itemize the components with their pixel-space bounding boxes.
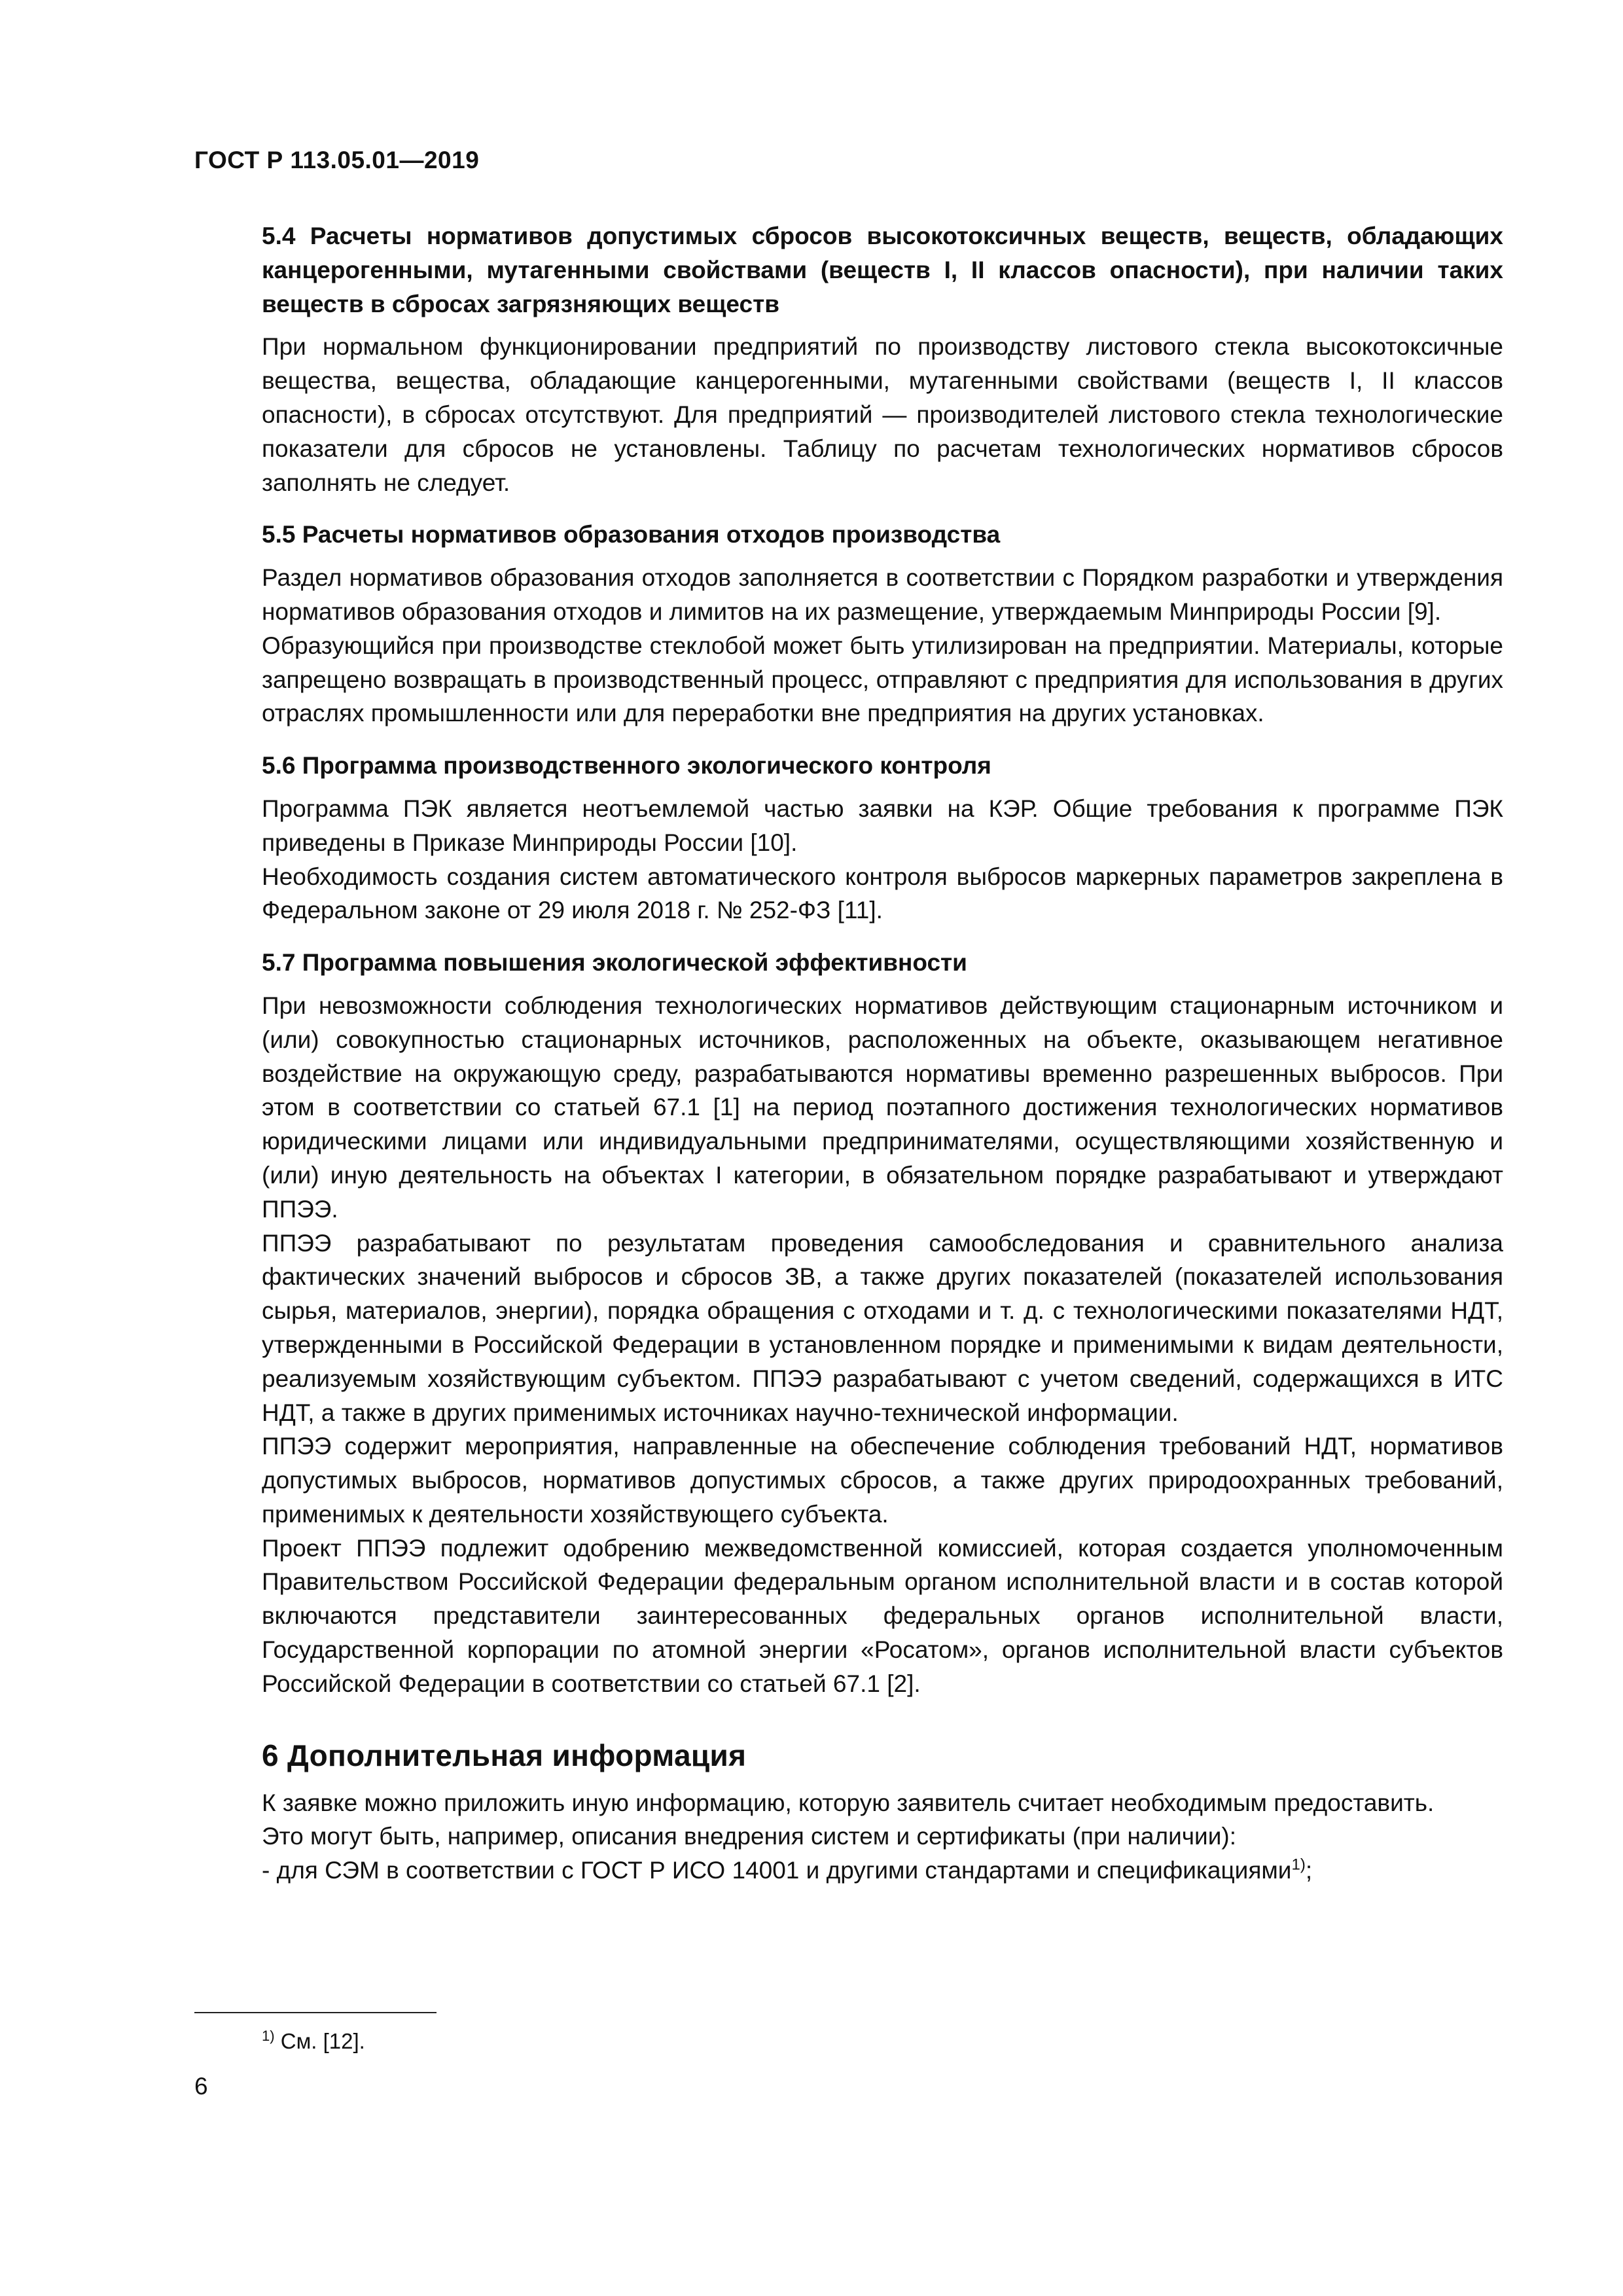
paragraph: Раздел нормативов образования отходов заполняется в соответствии с Порядком разработки и утверждения нормативов образования отходов и лимитов на их размещение, утверждаемым Минприроды России [9]. (262, 564, 1503, 625)
heading-5-5: 5.5 Расчеты нормативов образования отходов производства (262, 521, 1001, 548)
footnote (262, 2029, 365, 2054)
paragraph: Проект ППЭЭ подлежит одобрению межведомственной комиссией, которая создается уполномоченным Правительством Российской Федерации федеральным органом исполнительной власти и в состав которой включаются представители заинтересованных федеральных органов исполнительной власти, Государственной корпорации по атомной энергии «Росатом», органов исполнительной власти субъектов Российской Федерации в соответствии со статьей 67.1 [2]. (262, 1534, 1503, 1697)
heading-5-6: 5.6 Программа производственного экологического контроля (262, 752, 991, 780)
list-item-end: ; (1305, 1857, 1313, 1884)
page-content (262, 219, 1503, 1888)
heading-6: 6 Дополнительная информация (262, 1738, 747, 1772)
list-item (262, 1854, 1503, 1888)
paragraph: Это могут быть, например, описания внедрения систем и сертификаты (при наличии): (262, 1823, 1236, 1850)
heading-5-7: 5.7 Программа повышения экологической эффективности (262, 949, 967, 977)
footnote-mark: 1) (262, 2028, 275, 2044)
heading-5-4: 5.4 Расчеты нормативов допустимых сбросов высокотоксичных веществ, веществ, обладающих канцерогенными, мутагенными свойствами (веществ I, II классов опасности), при наличии таких веществ в сбросах загрязняющих веществ (262, 223, 1503, 317)
document-code-header: ГОСТ Р 113.05.01—2019 (194, 147, 480, 173)
footnote-reference[interactable]: 1) (1291, 1856, 1306, 1874)
footnote-text: См. [12]. (274, 2029, 365, 2053)
paragraph: При нормальном функционировании предприятий по производству листового стекла высокотоксичные вещества, вещества, обладающие канцерогенными, мутагенными свойствами (веществ I, II классов опасности), в сбросах отсутствуют. Для предприятий — производителей листового стекла технологические показатели для сбросов не установлены. Таблицу по расчетам технологических нормативов сбросов заполнять не следует. (262, 333, 1503, 496)
page-number: 6 (194, 2073, 208, 2100)
list-item-text: - для СЭМ в соответствии с ГОСТ Р ИСО 14001 и другими стандартами и спецификациями (262, 1857, 1292, 1884)
paragraph: ППЭЭ разрабатывают по результатам проведения самообследования и сравнительного анализа фактических значений выбросов и сбросов ЗВ, а также других показателей (показателей использования сырья, материалов, энергии), порядка обращения с отходами и т. д. с технологическими показателями НДТ, утвержденными в Российской Федерации в установленном порядке и применимыми к видам деятельности, реализуемым хозяйствующим субъектом. ППЭЭ разрабатывают с учетом сведений, содержащихся в ИТС НДТ, а также в других применимых источниках научно-технической информации. (262, 1229, 1503, 1426)
paragraph: Образующийся при производстве стеклобой может быть утилизирован на предприятии. Материалы, которые запрещено возвращать в производственный процесс, отправляют с предприятия для использования в других отраслях промышленности или для переработки вне предприятия на других установках. (262, 632, 1503, 727)
paragraph: ППЭЭ содержит мероприятия, направленные на обеспечение соблюдения требований НДТ, нормативов допустимых выбросов, нормативов допустимых сбросов, а также других природоохранных требований, применимых к деятельности хозяйствующего субъекта. (262, 1433, 1503, 1528)
paragraph: При невозможности соблюдения технологических нормативов действующим стационарным источником и (или) совокупностью стационарных источников, расположенных на объекте, оказывающем негативное воздействие на окружающую среду, разрабатываются нормативы временно разрешенных выбросов. При этом в соответствии со статьей 67.1 [1] на период поэтапного достижения технологических нормативов юридическими лицами или индивидуальными предпринимателями, осуществляющими хозяйственную и (или) иную деятельность на объектах I категории, в обязательном порядке разрабатывают и утверждают ППЭЭ. (262, 992, 1503, 1223)
paragraph: Программа ПЭК является неотъемлемой частью заявки на КЭР. Общие требования к программе ПЭК приведены в Приказе Минприроды России [10]. (262, 795, 1503, 856)
paragraph: Необходимость создания систем автоматического контроля выбросов маркерных параметров закреплена в Федеральном законе от 29 июля 2018 г. № 252-ФЗ [11]. (262, 863, 1503, 924)
footnote-separator (194, 2012, 437, 2013)
paragraph: К заявке можно приложить иную информацию, которую заявитель считает необходимым предоставить. (262, 1789, 1435, 1816)
